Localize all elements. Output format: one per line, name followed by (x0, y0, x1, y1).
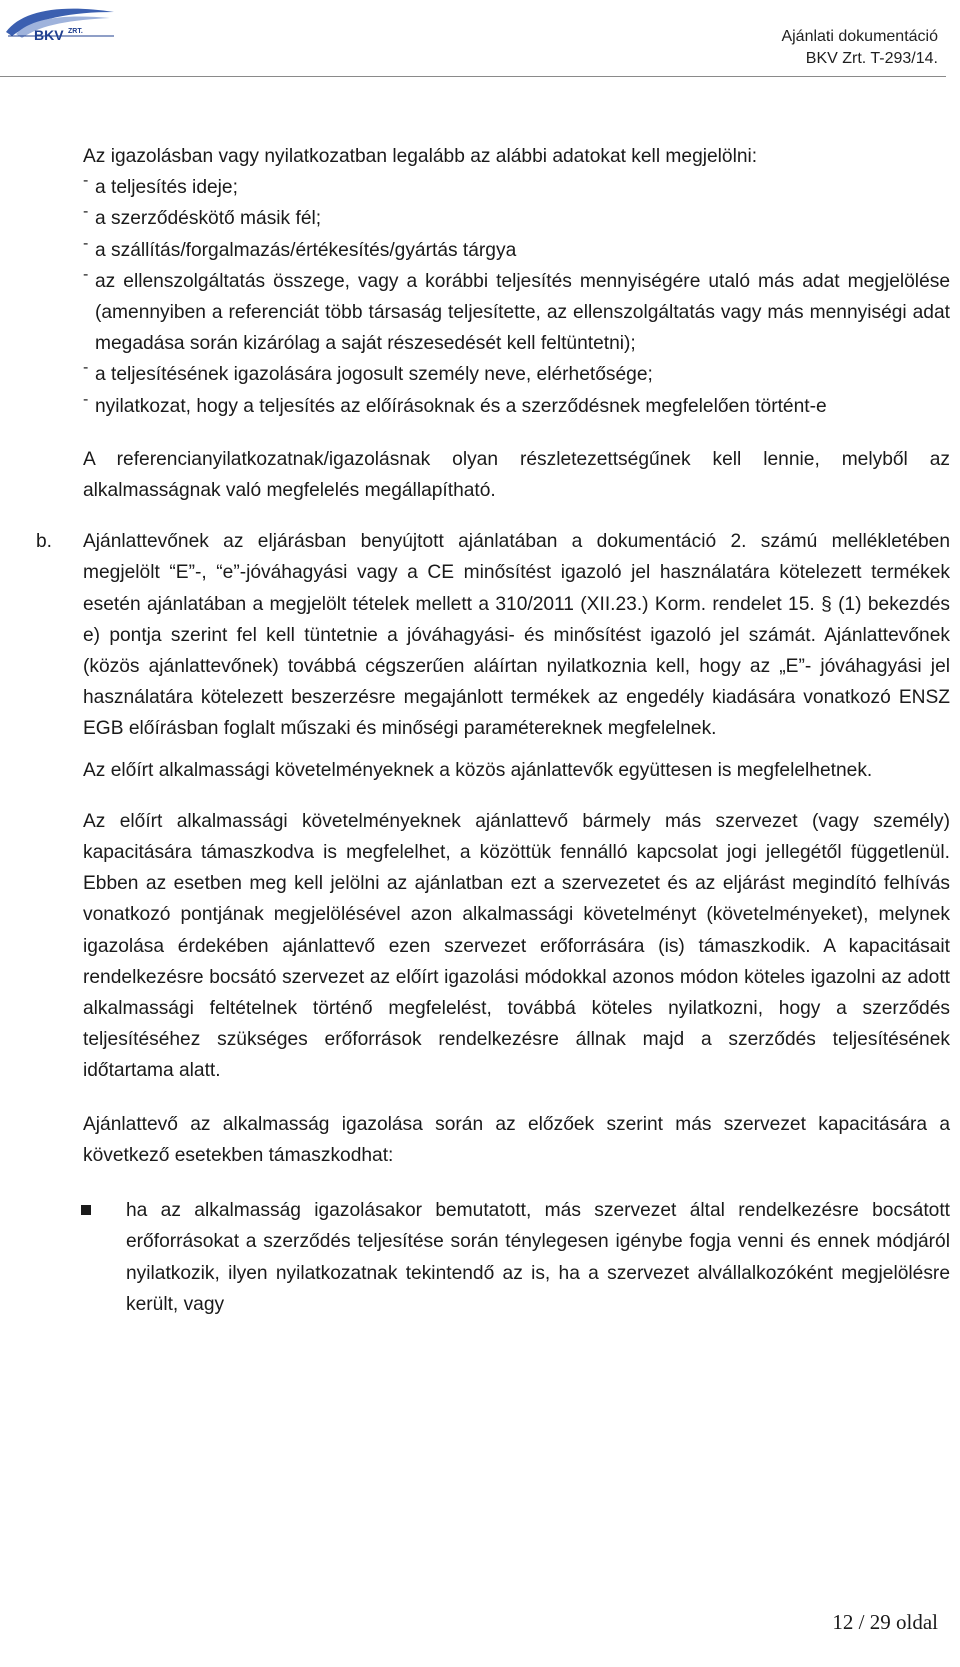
list-item (83, 172, 950, 203)
capacity-paragraph: Az előírt alkalmassági követelményeknek ajánlattevő bármely más szervezet (vagy személy) kapacitására támaszkodva is megfelelhet, a közöttük fennálló kapcsolat jogi jellegétől függetlenül. Ebben az esetben meg kell jelölni az ajánlatban ezt a szervezetet és az eljárást megindító felhívás vonatkozó pontjának megjelölésével azon alkalmassági követelményt (követelményeket), melynek igazolása érdekében ajánlattevő ezen szervezet erőforrására (is) támaszkodik. A kapacitásait rendelkezésre bocsátó szervezet az előírt igazolási módokkal azonos módon köteles igazolni az adott alkalmassági feltételnek történő megfelelést, továbbá köteles nyilatkozni, hogy a szerződés teljesítéséhez szükséges erőforrások rendelkezésre állnak majd a szerződés teljesítésének időtartama alatt. (83, 810, 950, 1082)
section-b-label: b. (36, 531, 53, 553)
list-dash: - (83, 172, 89, 190)
page-number: 12 / 29 oldal (832, 1610, 938, 1634)
document-body (36, 141, 950, 1320)
list-item-text: a szállítás/forgalmazás/értékesítés/gyártás tárgya (95, 239, 517, 261)
bkv-logo (2, 2, 120, 46)
cases-paragraph: Ajánlattevő az alkalmasság igazolása során az előzőek szerint más szervezet kapacitására a következő esetekben támaszkodhat: (83, 1113, 950, 1166)
list-item-text: a teljesítésének igazolására jogosult személy neve, elérhetősége; (95, 364, 653, 386)
requirement-list (83, 172, 950, 422)
list-item (83, 203, 950, 234)
section-b (36, 526, 950, 744)
reference-paragraph: A referencianyilatkozatnak/igazolásnak olyan részletezettségűnek kell lennie, melyből az alkalmasságnak való megfelelés megállapítható. (83, 448, 950, 502)
bkv-logo-graphic (2, 2, 120, 46)
bullet-item-text: ha az alkalmasság igazolásakor bemutatott, más szervezet által rendelkezésre bocsátott erőforrásokat a szerződés teljesítése során ténylegesen igénybe fogja venni és ennek módjáról nyilatkozik, ilyen nyilatkozatnak tekintendő az is, ha a szervezet alvállalkozóként megjelölésre került, vagy (126, 1200, 950, 1315)
logo-sup: ZRT. (68, 28, 83, 35)
header-divider (0, 76, 946, 77)
list-dash: - (83, 390, 89, 408)
section-b-text: Ajánlattevőnek az eljárásban benyújtott ajánlatában a dokumentáció 2. számú mellékletében megjelölt “E”-, “e”-jóváhagyási vagy a CE minősítést igazoló jel használatára kötelezett termékek esetén ajánlatában a megjelölt tételek mellett a 310/2011 (XII.23.) Korm. rendelet 15. § (1) bekezdés e) pontja szerint fel kell tüntetnie a jóváhagyási- és minősítést igazoló jel számát. Ajánlattevőnek (közös ajánlattevőnek) továbbá cégszerűen aláírtan nyilatkoznia kell, hogy az „E”- jóváhagyási jel használatára kötelezett beszerzésre megajánlott termékek az engedély kiadására vonatkozó ENSZ EGB előírásban foglalt műszaki és minőségi paramétereknek megfelelnek. (83, 531, 950, 740)
intro-paragraph: Az igazolásban vagy nyilatkozatban legalább az alábbi adatokat kell megjelölni: (83, 146, 758, 167)
list-item-text: nyilatkozat, hogy a teljesítés az előírásoknak és a szerződésnek megfelelően történt-e (95, 395, 827, 417)
list-item-text: az ellenszolgáltatás összege, vagy a korábbi teljesítés mennyiségére utaló más adat megjelölése (amennyiben a referenciát több társaság teljesítette, az ellenszolgáltatás vagy más mennyiségi adat megadása során kizárólag a saját részesedését kell feltüntetni); (95, 270, 950, 355)
list-item-text: a teljesítés ideje; (95, 177, 238, 199)
square-bullet-icon (81, 1195, 126, 1320)
list-item (83, 359, 950, 390)
list-dash: - (83, 203, 89, 221)
list-item (83, 235, 950, 266)
document-id: BKV Zrt. T-293/14. (805, 50, 938, 67)
list-dash: - (83, 265, 89, 283)
logo-text: BKV (34, 27, 64, 43)
bullet-item (81, 1195, 950, 1320)
joint-bidders-paragraph: Az előírt alkalmassági követelményeknek a közös ajánlattevők együttesen is megfelelhetnek. (83, 759, 873, 781)
document-title: Ajánlati dokumentáció (781, 28, 938, 45)
page-header (0, 0, 960, 80)
list-dash: - (83, 234, 89, 252)
header-info (781, 26, 938, 70)
list-item (83, 266, 950, 360)
list-item (83, 391, 950, 422)
list-item-text: a szerződéskötő másik fél; (95, 208, 322, 230)
list-dash: - (83, 359, 89, 377)
